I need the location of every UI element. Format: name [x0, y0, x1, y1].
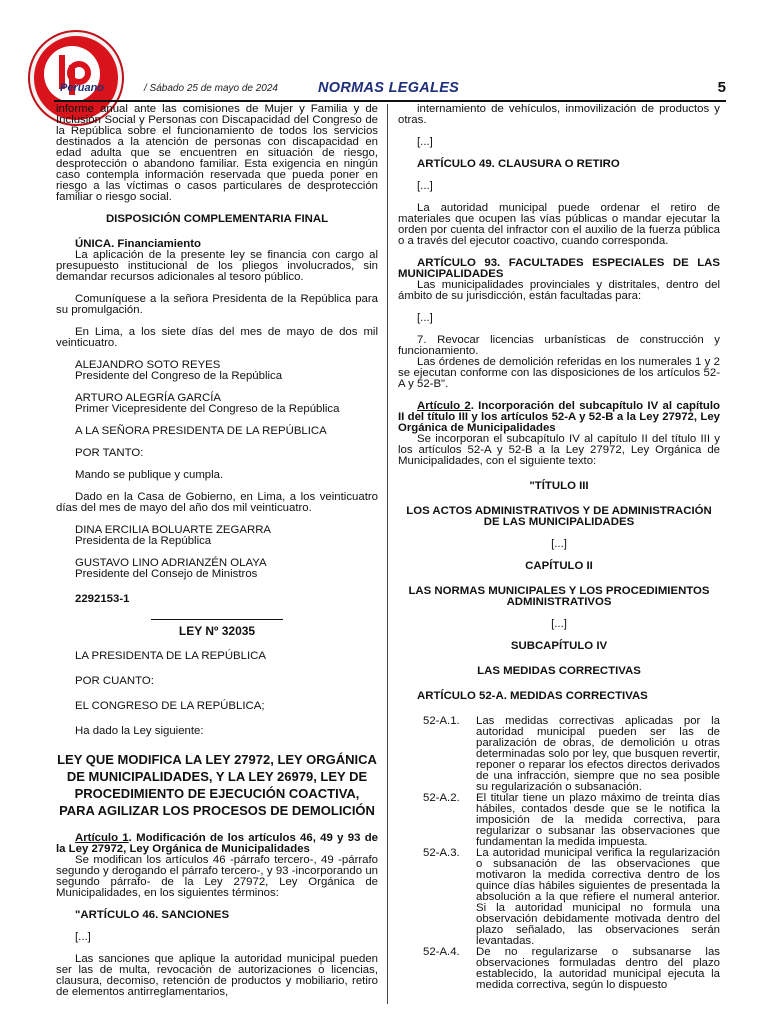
subchapter-subheading: LAS MEDIDAS CORRECTIVAS — [477, 665, 641, 677]
paragraph: Se modifican los artículos 46 -párrafo tercero-, 49 -párrafo segundo y derogando el párrafo tercero-, y 93 -incorporando un segundo párrafo- de la Ley 27972, Ley Orgánica de Municipalidades, en los siguientes términos: — [56, 854, 378, 899]
paragraph: internamiento de vehículos, inmovilización de productos y otras. — [398, 104, 720, 126]
right-column — [398, 104, 720, 1012]
item-number: 52-A.4. — [423, 946, 460, 958]
signatory-role: Presidenta de la República — [75, 535, 212, 547]
document-code: 2292153-1 — [75, 593, 130, 605]
newspaper-name: Peruano — [60, 82, 105, 94]
numbered-list — [398, 716, 720, 991]
header-divider — [54, 100, 726, 102]
paragraph: La aplicación de la presente ley se financia con cargo al presupuesto institucional de los pliegos involucrados, sin demandar recursos adicionales al tesoro público. — [56, 249, 378, 283]
list-item — [398, 947, 720, 991]
ellipsis: [...] — [417, 312, 433, 324]
article-heading: ARTÍCULO 52-A. MEDIDAS CORRECTIVAS — [417, 690, 648, 702]
item-number: 52-A.2. — [423, 792, 460, 804]
law-divider — [151, 619, 283, 620]
title-heading: "TÍTULO III — [529, 480, 589, 492]
left-column — [56, 104, 378, 1012]
article-heading — [398, 401, 720, 434]
paragraph: LA PRESIDENTA DE LA REPÚBLICA — [75, 650, 266, 662]
paragraph: La autoridad municipal puede ordenar el retiro de materiales que ocupen las vías públicas o mandar ejecutar la orden por cuenta del infractor con el auxilio de la fuerza pública o a través del ejecutor coactivo, cuando corresponda. — [398, 202, 720, 247]
ellipsis: [...] — [551, 538, 567, 550]
page-header — [60, 79, 726, 101]
paragraph: 7. Revocar licencias urbanísticas de construcción y funcionamiento. — [398, 334, 720, 357]
ellipsis: [...] — [417, 136, 433, 148]
paragraph: Las municipalidades provinciales y distritales, dentro del ámbito de su jurisdicción, están facultadas para: — [398, 279, 720, 302]
article-title: . Modificación de los artículos 46, 49 y 93 de la Ley 27972, Ley Orgánica de Municipalidades — [56, 832, 378, 855]
section-title: NORMAS LEGALES — [318, 80, 460, 96]
subchapter-heading: SUBCAPÍTULO IV — [510, 640, 608, 652]
chapter-heading: CAPÍTULO II — [525, 560, 593, 572]
paragraph: POR TANTO: — [75, 447, 144, 459]
ellipsis: [...] — [75, 931, 91, 943]
law-main-title: LEY QUE MODIFICA LA LEY 27972, LEY ORGÁNICA DE MUNICIPALIDADES, Y LA LEY 26979, LEY DE PROCEDIMIENTO DE EJECUCIÓN COACTIVA, PARA AGILIZAR LOS PROCESOS DE DEMOLICIÓN — [57, 752, 377, 818]
ellipsis: [...] — [551, 618, 567, 630]
paragraph: Ha dado la Ley siguiente: — [75, 725, 204, 737]
item-text: El titular tiene un plazo máximo de treinta días hábiles, contados desde que se le notifica la imposición de la medida correctiva, para regularizar o subsanar las observaciones que fundamentan la medida impuesta. — [476, 792, 720, 848]
paragraph: Se incorporan el subcapítulo IV al capítulo II del título III y los artículos 52-A y 52-B a la Ley 27972, Ley Orgánica de Municipalidades, con el siguiente texto: — [398, 433, 720, 467]
article-heading: ARTÍCULO 93. FACULTADES ESPECIALES DE LAS MUNICIPALIDADES — [398, 257, 720, 280]
article-heading: "ARTÍCULO 46. SANCIONES — [75, 909, 230, 921]
title-subheading: LOS ACTOS ADMINISTRATIVOS Y DE ADMINISTRACIÓN DE LAS MUNICIPALIDADES — [406, 505, 712, 528]
paragraph: Las sanciones que aplique la autoridad municipal pueden ser las de multa, revocación de autorizaciones o licencias, clausura, decomiso, retención de productos y mobiliario, retiro de elementos antirreglamentarios, — [56, 953, 378, 998]
list-item — [398, 793, 720, 848]
column-divider — [387, 104, 388, 1004]
signatory-name: ALEJANDRO SOTO REYES — [75, 359, 221, 371]
law-title: LEY Nº 32035 — [178, 624, 256, 638]
list-item — [398, 848, 720, 947]
article-heading — [56, 833, 378, 855]
item-text: Las medidas correctivas aplicadas por la autoridad municipal pueden ser las de paralización de obras, de demolición u otras determinadas solo por ley, que busquen revertir, reponer o reparar los efectos directos derivados de una infracción, siempre que no sea posible su regularización o subsanación. — [476, 715, 720, 793]
article-label: Artículo 2 — [417, 400, 471, 412]
subheading: ÚNICA. Financiamiento — [75, 238, 201, 250]
paragraph: Dado en la Casa de Gobierno, en Lima, a los veinticuatro días del mes de mayo del año dos mil veinticuatro. — [56, 491, 378, 514]
item-number: 52-A.3. — [423, 847, 460, 859]
ellipsis: [...] — [417, 180, 433, 192]
article-title: . Incorporación del subcapítulo IV al capítulo II del título III y los artículos 52-A y 52-B a la Ley 27972, Ley Orgánica de Municipalidades — [398, 400, 720, 434]
paragraph: Comuníquese a la señora Presidenta de la República para su promulgación. — [56, 293, 378, 316]
paragraph: Mando se publique y cumpla. — [75, 469, 224, 481]
paragraph: EL CONGRESO DE LA REPÚBLICA; — [75, 700, 265, 712]
paragraph: Las órdenes de demolición referidas en los numerales 1 y 2 se ejecutan conforme con las disposiciones de los artículos 52-A y 52-B". — [398, 356, 720, 390]
paragraph: En Lima, a los siete días del mes de mayo de dos mil veinticuatro. — [56, 326, 378, 349]
item-number: 52-A.1. — [423, 715, 460, 727]
paragraph: POR CUANTO: — [75, 675, 154, 687]
signatory-role: Primer Vicepresidente del Congreso de la República — [75, 403, 340, 415]
article-label: Artículo 1 — [75, 832, 129, 844]
signatory-role: Presidente del Congreso de la República — [75, 370, 283, 382]
signatory-name: ARTURO ALEGRÍA GARCÍA — [75, 392, 222, 404]
item-text: De no regularizarse o subsanarse las observaciones formuladas dentro del plazo establecido, la autoridad municipal ejecuta la medida correctiva, según lo dispuesto — [476, 946, 720, 991]
chapter-subheading: LAS NORMAS MUNICIPALES Y LOS PROCEDIMIENTOS ADMINISTRATIVOS — [408, 585, 710, 608]
signatory-name: DINA ERCILIA BOLUARTE ZEGARRA — [75, 524, 272, 536]
paragraph: informe anual ante las comisiones de Mujer y Familia y de Inclusión Social y Personas con Discapacidad del Congreso de la República sobre el funcionamiento de todos los servicios destinados a la atención de personas con discapacidad en edad adulta que se encuentren en situación de riesgo, desprotección o abandono familiar. Esta exigencia en ningún caso contempla información reservada que pueda poner en riesgo a las víctimas o casos particulares de desprotección familiar o riesgo social. — [56, 104, 378, 203]
article-heading: ARTÍCULO 49. CLAUSURA O RETIRO — [417, 158, 620, 170]
item-text: La autoridad municipal verifica la regularización o subsanación de las observaciones que motivaron la medida correctiva dentro de los quince días hábiles siguientes de presentada la absolución a la que refiere el numeral anterior. Si la autoridad municipal no formula una observación debidamente motivada dentro del plazo señalado, las observaciones serán levantadas. — [476, 847, 720, 947]
publication-date: / Sábado 25 de mayo de 2024 — [144, 83, 278, 94]
page-number: 5 — [717, 79, 726, 96]
signatory-name: GUSTAVO LINO ADRIANZÉN OLAYA — [75, 557, 267, 569]
list-item — [398, 716, 720, 793]
signatory-role: Presidente del Consejo de Ministros — [75, 568, 258, 580]
section-heading: DISPOSICIÓN COMPLEMENTARIA FINAL — [105, 213, 329, 225]
paragraph: A LA SEÑORA PRESIDENTA DE LA REPÚBLICA — [75, 425, 327, 437]
